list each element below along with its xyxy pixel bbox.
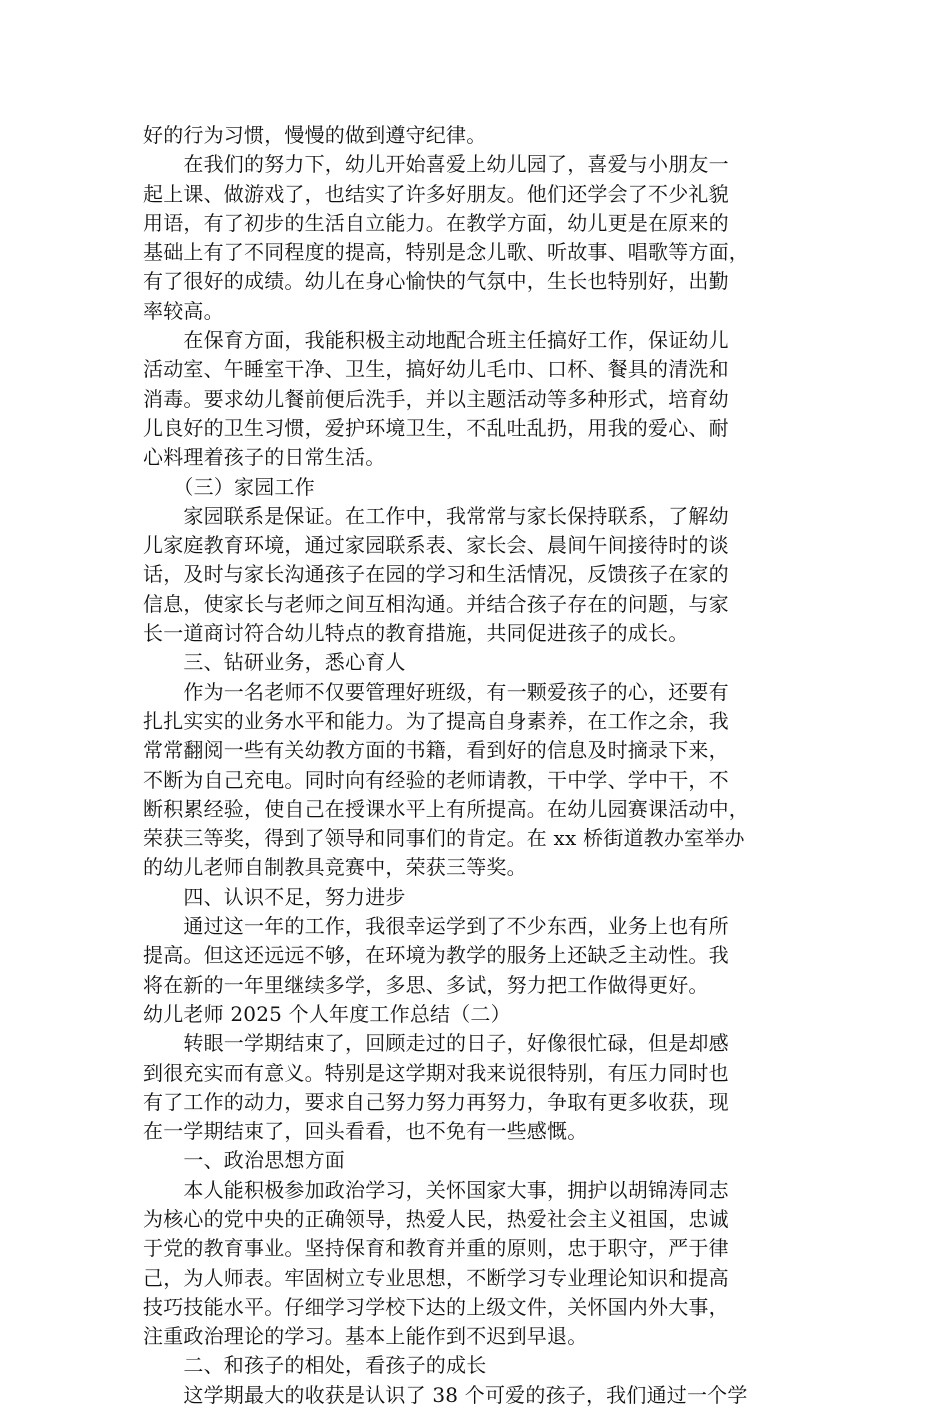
- text-line: 己，为人师表。牢固树立专业思想，不断学习专业理论知识和提高: [143, 1265, 729, 1290]
- document-body: [143, 121, 803, 1410]
- text-line: 家园联系是保证。在工作中，我常常与家长保持联系，了解幼: [143, 503, 729, 528]
- text-line: 在一学期结束了，回头看看，也不免有一些感慨。: [143, 1119, 588, 1144]
- text-line: 本人能积极参加政治学习，关怀国家大事，拥护以胡锦涛同志: [143, 1177, 729, 1202]
- text-line: 荣获三等奖，得到了领导和同事们的肯定。在 xx 桥街道教办室举办: [143, 826, 745, 851]
- text-line: 注重政治理论的学习。基本上能作到不迟到早退。: [143, 1324, 588, 1349]
- text-line: 好的行为习惯，慢慢的做到遵守纪律。: [143, 123, 487, 147]
- text-line: 三、钻研业务，悉心育人: [143, 650, 406, 675]
- text-line: 活动室、午睡室干净、卫生，搞好幼儿毛巾、口杯、餐具的清洗和: [143, 357, 729, 382]
- text-line: 儿良好的卫生习惯，爱护环境卫生，不乱吐乱扔，用我的爱心、耐: [143, 415, 729, 440]
- text-line: 基础上有了不同程度的提高，特别是念儿歌、听故事、唱歌等方面，: [143, 240, 749, 265]
- text-line: 这学期最大的收获是认识了 38 个可爱的孩子，我们通过一个学: [143, 1382, 748, 1407]
- text-line: 二、和孩子的相处，看孩子的成长: [143, 1353, 487, 1378]
- text-line: 话，及时与家长沟通孩子在园的学习和生活情况，反馈孩子在家的: [143, 562, 729, 587]
- text-line: 消毒。要求幼儿餐前便后洗手，并以主题活动等多种形式，培育幼: [143, 386, 729, 411]
- text-line: 在我们的努力下，幼儿开始喜爱上幼儿园了，喜爱与小朋友一: [143, 152, 729, 177]
- text-line: 常常翻阅一些有关幼教方面的书籍，看到好的信息及时摘录下来，: [143, 738, 729, 763]
- text-line: 的幼儿老师自制教具竞赛中，荣获三等奖。: [143, 855, 527, 880]
- text-line: 扎扎实实的业务水平和能力。为了提高自身素养，在工作之余，我: [143, 708, 729, 733]
- text-line: 为核心的党中央的正确领导，热爱人民，热爱社会主义祖国，忠诚: [143, 1206, 729, 1231]
- text-line: 心料理着孩子的日常生活。: [143, 445, 386, 470]
- text-line: 一、政治思想方面: [143, 1148, 345, 1173]
- text-line: 到很充实而有意义。特别是这学期对我来说很特别，有压力同时也: [143, 1060, 729, 1085]
- text-line: 技巧技能水平。仔细学习学校下达的上级文件，关怀国内外大事，: [143, 1294, 729, 1319]
- text-line: 四、认识不足，努力进步: [143, 884, 406, 909]
- text-line: 信息，使家长与老师之间互相沟通。并结合孩子存在的问题，与家: [143, 591, 729, 616]
- text-line: 断积累经验，使自己在授课水平上有所提高。在幼儿园赛课活动中，: [143, 796, 749, 821]
- text-line: 转眼一学期结束了，回顾走过的日子，好像很忙碌，但是却感: [143, 1031, 729, 1056]
- text-line: 儿家庭教育环境，通过家园联系表、家长会、晨间午间接待时的谈: [143, 533, 729, 558]
- text-line: （三）家园工作: [143, 474, 315, 499]
- text-line: 将在新的一年里继续多学，多思、多试，努力把工作做得更好。: [143, 972, 709, 997]
- text-line: 有了很好的成绩。幼儿在身心愉快的气氛中，生长也特别好，出勤: [143, 269, 729, 294]
- text-line: 长一道商讨符合幼儿特点的教育措施，共同促进孩子的成长。: [143, 621, 689, 646]
- text-line: 用语，有了初步的生活自立能力。在教学方面，幼儿更是在原来的: [143, 210, 729, 235]
- text-line: 通过这一年的工作，我很幸运学到了不少东西，业务上也有所: [143, 914, 729, 939]
- text-line: 有了工作的动力，要求自己努力努力再努力，争取有更多收获，现: [143, 1089, 729, 1114]
- text-line: 幼儿老师 2025 个人年度工作总结（二）: [143, 1001, 511, 1026]
- text-line: 起上课、做游戏了，也结实了许多好朋友。他们还学会了不少礼貌: [143, 181, 729, 206]
- text-line: 作为一名老师不仅要管理好班级，有一颗爱孩子的心，还要有: [143, 679, 729, 704]
- text-line: 提高。但这还远远不够，在环境为教学的服务上还缺乏主动性。我: [143, 943, 729, 968]
- text-line: 在保育方面，我能积极主动地配合班主任搞好工作，保证幼儿: [143, 328, 729, 353]
- text-line: 于党的教育事业。坚持保育和教育并重的原则，忠于职守，严于律: [143, 1236, 729, 1261]
- text-line: 不断为自己充电。同时向有经验的老师请教，干中学、学中干，不: [143, 767, 729, 792]
- text-line: 率较高。: [143, 298, 224, 323]
